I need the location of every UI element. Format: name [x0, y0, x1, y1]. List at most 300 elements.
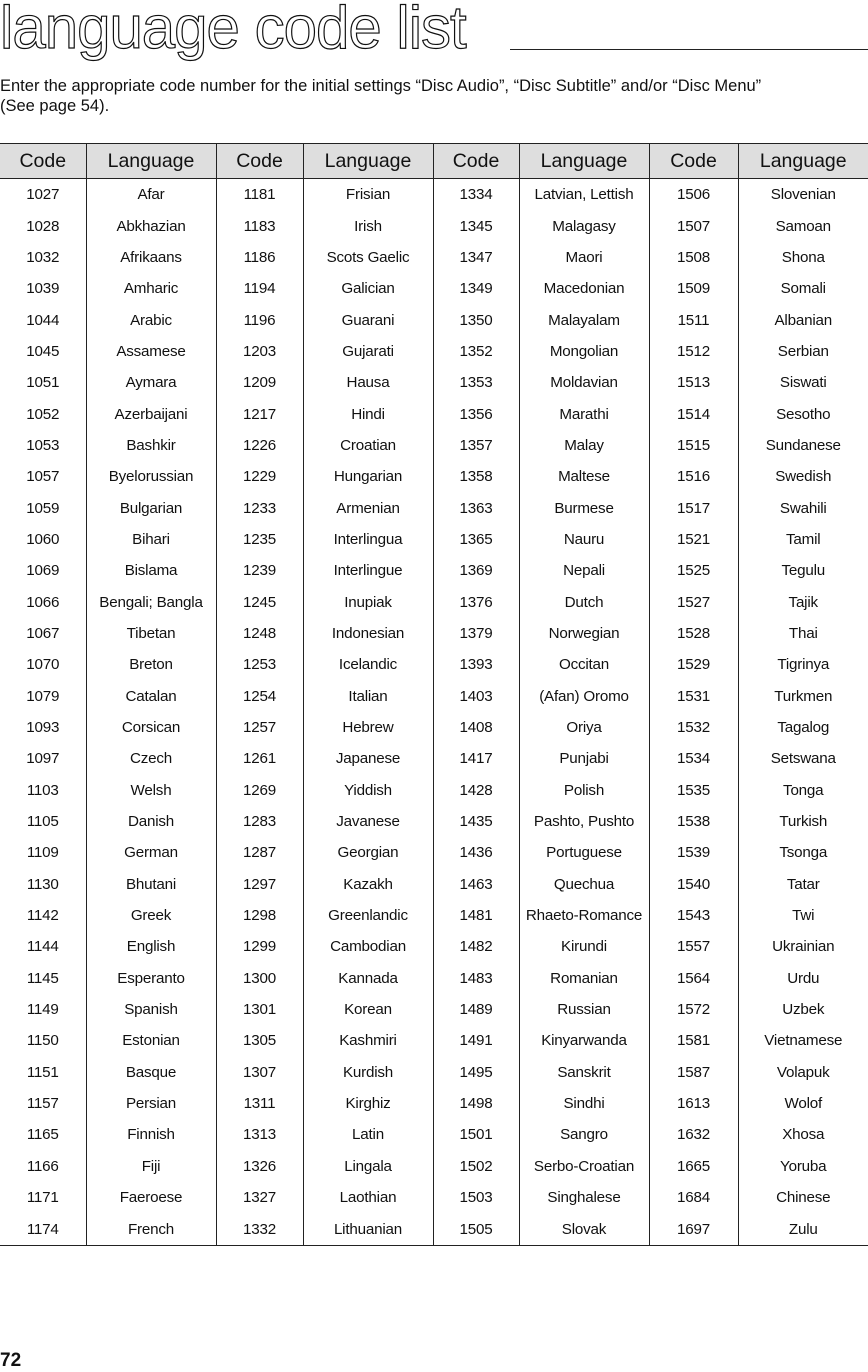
language-cell: Ukrainian	[738, 931, 868, 962]
code-cell: 1287	[216, 837, 303, 868]
language-cell: Lingala	[303, 1151, 433, 1182]
language-cell: Slovenian	[738, 179, 868, 211]
language-cell: Gujarati	[303, 336, 433, 367]
language-cell: Albanian	[738, 304, 868, 335]
language-cell: Bislama	[86, 555, 216, 586]
page-title: language code list	[0, 0, 466, 61]
header-code-2: Code	[216, 144, 303, 179]
page-number: 72	[0, 1350, 22, 1371]
code-cell: 1045	[26, 342, 60, 360]
language-cell: Persian	[86, 1088, 216, 1119]
language-cell: Icelandic	[303, 649, 433, 680]
language-cell: Afar	[86, 179, 216, 211]
code-cell: 1311	[216, 1088, 303, 1119]
code-cell: 1332	[216, 1213, 303, 1245]
language-cell: Uzbek	[738, 994, 868, 1025]
code-cell: 1248	[216, 618, 303, 649]
language-cell: Kazakh	[303, 869, 433, 900]
code-cell: 1345	[433, 210, 519, 241]
code-cell: 1352	[433, 336, 519, 367]
code-cell: 1067	[26, 624, 60, 642]
code-cell: 1521	[649, 524, 738, 555]
language-cell: Greenlandic	[303, 900, 433, 931]
table-row	[0, 649, 868, 680]
code-cell: 1428	[433, 775, 519, 806]
language-cell: Shona	[738, 242, 868, 273]
language-cell: Inupiak	[303, 586, 433, 617]
language-cell: Interlingue	[303, 555, 433, 586]
code-cell: 1632	[649, 1119, 738, 1150]
language-cell: Bulgarian	[86, 492, 216, 523]
language-cell: Marathi	[519, 398, 649, 429]
language-cell: Hausa	[303, 367, 433, 398]
language-cell: Sesotho	[738, 398, 868, 429]
language-cell: Japanese	[303, 743, 433, 774]
code-cell: 1069	[26, 562, 60, 580]
code-cell: 1581	[649, 1025, 738, 1056]
language-cell: Urdu	[738, 963, 868, 994]
code-cell: 1489	[433, 994, 519, 1025]
code-cell: 1356	[433, 398, 519, 429]
language-cell: Wolof	[738, 1088, 868, 1119]
language-cell: Swahili	[738, 492, 868, 523]
language-cell: Romanian	[519, 963, 649, 994]
code-cell: 1532	[649, 712, 738, 743]
code-cell: 1393	[433, 649, 519, 680]
header-language-1: Language	[86, 144, 216, 179]
language-cell: Siswati	[738, 367, 868, 398]
language-cell: Zulu	[738, 1213, 868, 1245]
language-cell: Esperanto	[86, 963, 216, 994]
language-cell: Sanskrit	[519, 1057, 649, 1088]
table-row	[0, 681, 868, 712]
language-cell: Indonesian	[303, 618, 433, 649]
code-cell: 1053	[26, 436, 60, 454]
header-code-1: Code	[0, 144, 86, 179]
code-cell: 1307	[216, 1057, 303, 1088]
language-cell: Breton	[86, 649, 216, 680]
language-cell: Kurdish	[303, 1057, 433, 1088]
language-cell: Irish	[303, 210, 433, 241]
language-cell: Volapuk	[738, 1057, 868, 1088]
language-cell: Turkmen	[738, 681, 868, 712]
header-language-3: Language	[519, 144, 649, 179]
language-cell: Yiddish	[303, 775, 433, 806]
language-cell: Sindhi	[519, 1088, 649, 1119]
language-cell: English	[86, 931, 216, 962]
code-cell: 1587	[649, 1057, 738, 1088]
language-cell: Rhaeto-Romance	[519, 900, 649, 931]
language-cell: Burmese	[519, 492, 649, 523]
language-cell: Galician	[303, 273, 433, 304]
intro-line-2: (See page 54).	[0, 97, 110, 115]
code-cell: 1501	[433, 1119, 519, 1150]
code-cell: 1305	[216, 1025, 303, 1056]
language-cell: German	[86, 837, 216, 868]
code-cell: 1514	[649, 398, 738, 429]
code-cell: 1436	[433, 837, 519, 868]
language-cell: Guarani	[303, 304, 433, 335]
language-cell: Vietnamese	[738, 1025, 868, 1056]
code-cell: 1066	[26, 593, 60, 611]
language-cell: Tatar	[738, 869, 868, 900]
table-row	[0, 367, 868, 398]
table-row	[0, 806, 868, 837]
code-cell: 1052	[26, 405, 60, 423]
code-cell: 1283	[216, 806, 303, 837]
code-cell: 1297	[216, 869, 303, 900]
code-cell: 1697	[649, 1213, 738, 1245]
code-cell: 1057	[26, 468, 60, 486]
language-cell: Arabic	[86, 304, 216, 335]
language-cell: Serbian	[738, 336, 868, 367]
language-cell: Danish	[86, 806, 216, 837]
table-row	[0, 1119, 868, 1150]
language-cell: Turkish	[738, 806, 868, 837]
language-cell: Kinyarwanda	[519, 1025, 649, 1056]
language-cell: Tigrinya	[738, 649, 868, 680]
code-cell: 1511	[649, 304, 738, 335]
header-language-2: Language	[303, 144, 433, 179]
code-cell: 1298	[216, 900, 303, 931]
code-cell: 1529	[649, 649, 738, 680]
language-cell: Malagasy	[519, 210, 649, 241]
language-cell: Occitan	[519, 649, 649, 680]
language-cell: Kannada	[303, 963, 433, 994]
table-row	[0, 837, 868, 868]
language-cell: Yoruba	[738, 1151, 868, 1182]
code-cell: 1502	[433, 1151, 519, 1182]
table-row	[0, 1088, 868, 1119]
code-cell: 1229	[216, 461, 303, 492]
code-cell: 1105	[26, 813, 59, 831]
language-code-table	[0, 143, 868, 1246]
code-cell: 1269	[216, 775, 303, 806]
language-cell: Latvian, Lettish	[519, 179, 649, 211]
code-cell: 1564	[649, 963, 738, 994]
code-cell: 1417	[433, 743, 519, 774]
code-cell: 1543	[649, 900, 738, 931]
language-cell: Slovak	[519, 1213, 649, 1245]
code-cell: 1538	[649, 806, 738, 837]
code-cell: 1483	[433, 963, 519, 994]
language-cell: Singhalese	[519, 1182, 649, 1213]
language-cell: Maltese	[519, 461, 649, 492]
language-cell: Malay	[519, 430, 649, 461]
language-cell: Azerbaijani	[86, 398, 216, 429]
table-row	[0, 210, 868, 241]
language-cell: Twi	[738, 900, 868, 931]
language-cell: Malayalam	[519, 304, 649, 335]
language-cell: Abkhazian	[86, 210, 216, 241]
language-cell: Norwegian	[519, 618, 649, 649]
code-cell: 1196	[216, 304, 303, 335]
code-cell: 1539	[649, 837, 738, 868]
title-rule	[510, 49, 868, 50]
code-cell: 1507	[649, 210, 738, 241]
language-cell: Tsonga	[738, 837, 868, 868]
code-cell: 1149	[26, 1001, 59, 1019]
code-cell: 1516	[649, 461, 738, 492]
language-cell: Somali	[738, 273, 868, 304]
language-cell: Russian	[519, 994, 649, 1025]
language-cell: Bashkir	[86, 430, 216, 461]
language-cell: Sangro	[519, 1119, 649, 1150]
code-cell: 1408	[433, 712, 519, 743]
code-cell: 1032	[26, 248, 60, 266]
code-cell: 1509	[649, 273, 738, 304]
code-cell: 1044	[26, 311, 60, 329]
code-cell: 1097	[26, 750, 60, 768]
table-row	[0, 900, 868, 931]
language-cell: Spanish	[86, 994, 216, 1025]
code-cell: 1353	[433, 367, 519, 398]
language-cell: Kirghiz	[303, 1088, 433, 1119]
code-cell: 1508	[649, 242, 738, 273]
code-cell: 1194	[216, 273, 303, 304]
code-cell: 1144	[26, 938, 59, 956]
code-cell: 1376	[433, 586, 519, 617]
code-cell: 1245	[216, 586, 303, 617]
code-cell: 1217	[216, 398, 303, 429]
code-cell: 1059	[26, 499, 60, 517]
code-cell: 1157	[26, 1095, 59, 1113]
language-cell: Lithuanian	[303, 1213, 433, 1245]
code-cell: 1171	[26, 1189, 59, 1207]
code-cell: 1183	[216, 210, 303, 241]
table-row	[0, 336, 868, 367]
code-cell: 1209	[216, 367, 303, 398]
code-cell: 1540	[649, 869, 738, 900]
code-cell: 1027	[26, 186, 60, 204]
code-cell: 1503	[433, 1182, 519, 1213]
language-cell: Sundanese	[738, 430, 868, 461]
code-cell: 1186	[216, 242, 303, 273]
language-cell: Polish	[519, 775, 649, 806]
code-cell: 1233	[216, 492, 303, 523]
language-cell: Amharic	[86, 273, 216, 304]
language-cell: Macedonian	[519, 273, 649, 304]
language-cell: Tibetan	[86, 618, 216, 649]
table-row	[0, 712, 868, 743]
code-cell: 1517	[649, 492, 738, 523]
table-row	[0, 179, 868, 211]
language-cell: Bengali; Bangla	[86, 586, 216, 617]
code-cell: 1093	[26, 719, 60, 737]
intro-text	[0, 76, 860, 116]
language-cell: Javanese	[303, 806, 433, 837]
code-cell: 1495	[433, 1057, 519, 1088]
code-cell: 1130	[26, 875, 59, 893]
code-cell: 1070	[26, 656, 60, 674]
language-cell: Scots Gaelic	[303, 242, 433, 273]
code-cell: 1142	[26, 907, 59, 925]
language-cell: Tamil	[738, 524, 868, 555]
language-cell: Quechua	[519, 869, 649, 900]
code-cell: 1150	[26, 1032, 59, 1050]
language-cell: Kashmiri	[303, 1025, 433, 1056]
code-cell: 1257	[216, 712, 303, 743]
code-cell: 1482	[433, 931, 519, 962]
table-row	[0, 242, 868, 273]
language-cell: Punjabi	[519, 743, 649, 774]
code-cell: 1300	[216, 963, 303, 994]
language-cell: Aymara	[86, 367, 216, 398]
language-cell: Kirundi	[519, 931, 649, 962]
code-cell: 1299	[216, 931, 303, 962]
code-cell: 1181	[216, 179, 303, 211]
table-row	[0, 869, 868, 900]
code-cell: 1301	[216, 994, 303, 1025]
language-cell: Welsh	[86, 775, 216, 806]
language-cell: Thai	[738, 618, 868, 649]
code-cell: 1481	[433, 900, 519, 931]
language-cell: Setswana	[738, 743, 868, 774]
code-cell: 1028	[26, 217, 60, 235]
language-cell: Italian	[303, 681, 433, 712]
code-cell: 1572	[649, 994, 738, 1025]
code-cell: 1358	[433, 461, 519, 492]
language-cell: Bhutani	[86, 869, 216, 900]
language-cell: Croatian	[303, 430, 433, 461]
language-cell: Catalan	[86, 681, 216, 712]
language-cell: Greek	[86, 900, 216, 931]
table-row	[0, 994, 868, 1025]
language-cell: Basque	[86, 1057, 216, 1088]
table-row	[0, 775, 868, 806]
table-row	[0, 555, 868, 586]
code-cell: 1684	[649, 1182, 738, 1213]
language-cell: Faeroese	[86, 1182, 216, 1213]
table-row	[0, 963, 868, 994]
language-cell: Tonga	[738, 775, 868, 806]
code-cell: 1379	[433, 618, 519, 649]
table-row	[0, 461, 868, 492]
language-cell: Maori	[519, 242, 649, 273]
language-cell: Byelorussian	[86, 461, 216, 492]
table-row	[0, 1057, 868, 1088]
code-cell: 1226	[216, 430, 303, 461]
language-cell: Estonian	[86, 1025, 216, 1056]
language-cell: Korean	[303, 994, 433, 1025]
language-cell: Tagalog	[738, 712, 868, 743]
code-cell: 1463	[433, 869, 519, 900]
language-cell: Swedish	[738, 461, 868, 492]
code-cell: 1349	[433, 273, 519, 304]
language-cell: Armenian	[303, 492, 433, 523]
code-cell: 1435	[433, 806, 519, 837]
language-cell: French	[86, 1213, 216, 1245]
intro-line-1: Enter the appropriate code number for the initial settings “Disc Audio”, “Disc Subtitle” and/or “Disc Menu”	[0, 77, 762, 95]
code-cell: 1103	[26, 781, 59, 799]
language-cell: Bihari	[86, 524, 216, 555]
code-cell: 1174	[0, 1213, 86, 1245]
language-cell: Moldavian	[519, 367, 649, 398]
language-cell: Fiji	[86, 1151, 216, 1182]
table-row	[0, 586, 868, 617]
code-cell: 1326	[216, 1151, 303, 1182]
table-row	[0, 273, 868, 304]
language-cell: Xhosa	[738, 1119, 868, 1150]
code-cell: 1151	[26, 1063, 59, 1081]
header-code-3: Code	[433, 144, 519, 179]
code-cell: 1079	[26, 687, 60, 705]
table-row	[0, 524, 868, 555]
language-cell: Hungarian	[303, 461, 433, 492]
language-cell: Mongolian	[519, 336, 649, 367]
code-cell: 1369	[433, 555, 519, 586]
code-cell: 1498	[433, 1088, 519, 1119]
language-cell: Dutch	[519, 586, 649, 617]
header-language-4: Language	[738, 144, 868, 179]
language-cell: Serbo-Croatian	[519, 1151, 649, 1182]
language-cell: Hebrew	[303, 712, 433, 743]
code-cell: 1357	[433, 430, 519, 461]
language-cell: Portuguese	[519, 837, 649, 868]
language-cell: Latin	[303, 1119, 433, 1150]
language-cell: Hindi	[303, 398, 433, 429]
code-cell: 1491	[433, 1025, 519, 1056]
code-cell: 1535	[649, 775, 738, 806]
language-cell: (Afan) Oromo	[519, 681, 649, 712]
code-cell: 1254	[216, 681, 303, 712]
table-row	[0, 1151, 868, 1182]
code-cell: 1350	[433, 304, 519, 335]
code-cell: 1334	[433, 179, 519, 211]
table-body	[0, 179, 868, 1246]
table-row	[0, 743, 868, 774]
code-cell: 1166	[26, 1157, 59, 1175]
code-cell: 1505	[433, 1213, 519, 1245]
language-cell: Frisian	[303, 179, 433, 211]
table-row	[0, 398, 868, 429]
language-cell: Nepali	[519, 555, 649, 586]
code-cell: 1512	[649, 336, 738, 367]
code-cell: 1515	[649, 430, 738, 461]
language-cell: Nauru	[519, 524, 649, 555]
code-cell: 1313	[216, 1119, 303, 1150]
code-cell: 1261	[216, 743, 303, 774]
code-cell: 1239	[216, 555, 303, 586]
table-row	[0, 931, 868, 962]
code-cell: 1525	[649, 555, 738, 586]
code-cell: 1527	[649, 586, 738, 617]
code-cell: 1235	[216, 524, 303, 555]
header-code-4: Code	[649, 144, 738, 179]
language-cell: Assamese	[86, 336, 216, 367]
language-cell: Pashto, Pushto	[519, 806, 649, 837]
code-cell: 1327	[216, 1182, 303, 1213]
language-cell: Afrikaans	[86, 242, 216, 273]
table-row	[0, 1182, 868, 1213]
code-cell: 1203	[216, 336, 303, 367]
language-cell: Tajik	[738, 586, 868, 617]
language-cell: Laothian	[303, 1182, 433, 1213]
code-cell: 1145	[26, 969, 59, 987]
code-cell: 1363	[433, 492, 519, 523]
code-cell: 1557	[649, 931, 738, 962]
code-cell: 1253	[216, 649, 303, 680]
language-cell: Georgian	[303, 837, 433, 868]
code-cell: 1060	[26, 530, 60, 548]
code-cell: 1365	[433, 524, 519, 555]
code-cell: 1165	[26, 1126, 59, 1144]
language-cell: Chinese	[738, 1182, 868, 1213]
table-row	[0, 1213, 868, 1245]
code-cell: 1613	[649, 1088, 738, 1119]
language-cell: Cambodian	[303, 931, 433, 962]
code-cell: 1403	[433, 681, 519, 712]
